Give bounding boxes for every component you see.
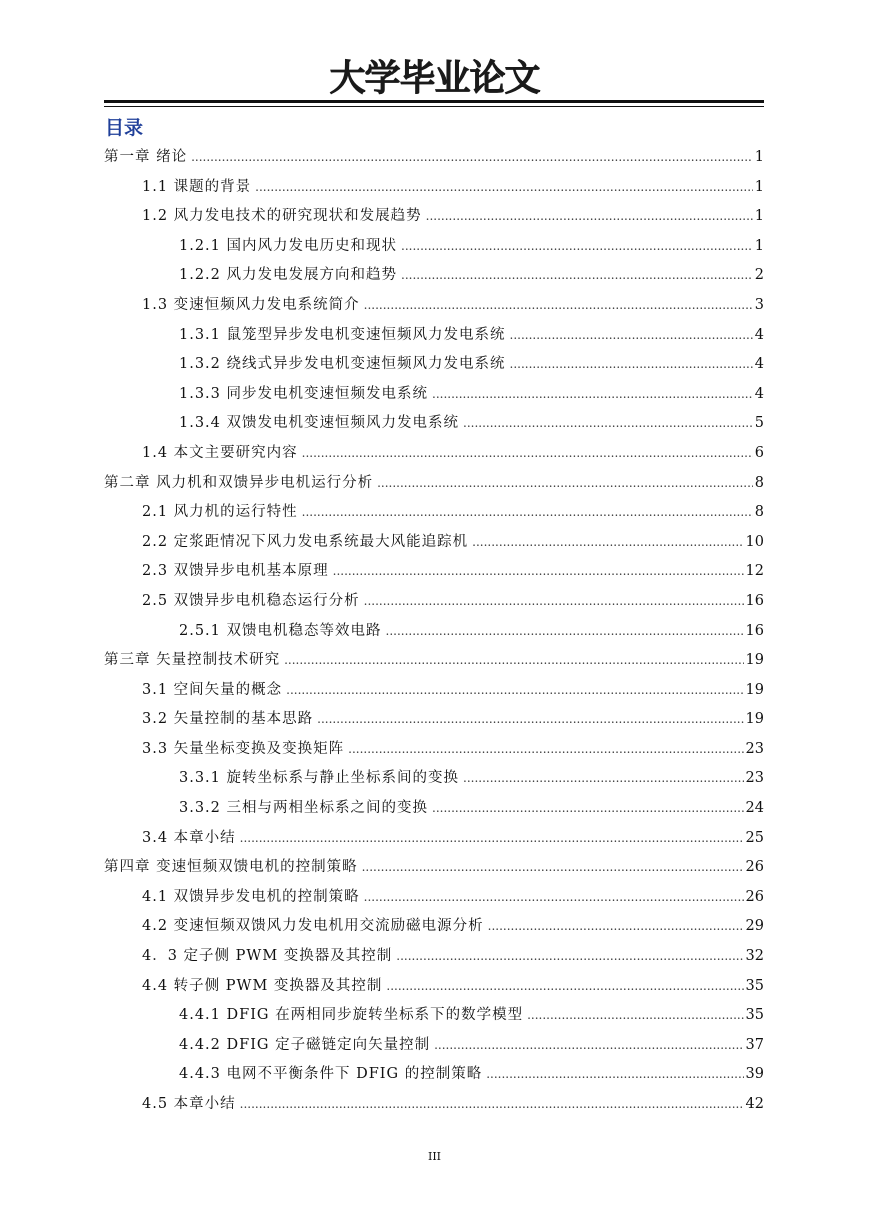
toc-entry-label: 2.3 双馈异步电机基本原理 — [142, 563, 329, 580]
toc-entry-label: 4.4.1 DFIG 在两相同步旋转坐标系下的数学模型 — [179, 1007, 524, 1024]
toc-entry-page: 25 — [745, 829, 764, 846]
toc-entry-page: 16 — [745, 592, 764, 609]
toc-dot-leader — [396, 942, 743, 972]
toc-dot-leader — [472, 528, 743, 558]
toc-entry-page: 2 — [754, 267, 764, 284]
header-rule-thin — [104, 106, 764, 107]
toc-dot-leader — [527, 1001, 743, 1031]
toc-entry-label: 3.1 空间矢量的概念 — [142, 681, 283, 698]
toc-dot-leader — [426, 202, 753, 232]
toc-entry[interactable] — [104, 853, 764, 883]
table-of-contents — [104, 143, 764, 1120]
toc-entry-label: 第一章 绪论 — [104, 149, 188, 165]
toc-entry[interactable] — [104, 557, 764, 587]
toc-entry-label: 4.5 本章小结 — [142, 1096, 236, 1112]
toc-entry-label: 3.3.2 三相与两相坐标系之间的变换 — [179, 800, 429, 817]
toc-entry-label: 1.2.1 国内风力发电历史和现状 — [179, 237, 398, 254]
toc-entry[interactable] — [104, 883, 764, 913]
toc-dot-leader — [386, 617, 744, 647]
toc-entry[interactable] — [104, 794, 764, 824]
toc-entry-page: 19 — [745, 652, 764, 669]
toc-entry[interactable] — [104, 676, 764, 706]
toc-dot-leader — [488, 912, 744, 942]
toc-entry[interactable] — [104, 972, 764, 1002]
toc-entry-label: 2.2 定浆距情况下风力发电系统最大风能追踪机 — [142, 533, 469, 550]
toc-entry-label: 4.4.3 电网不平衡条件下 DFIG 的控制策略 — [179, 1066, 483, 1083]
toc-entry-label: 第四章 变速恒频双馈电机的控制策略 — [104, 859, 358, 876]
toc-entry-page: 39 — [745, 1066, 764, 1083]
toc-entry-page: 42 — [745, 1096, 764, 1112]
toc-dot-leader — [333, 557, 744, 587]
page-number: III — [427, 1150, 442, 1163]
toc-entry[interactable] — [104, 202, 764, 232]
toc-entry-label: 4.4 转子侧 PWM 变换器及其控制 — [142, 977, 383, 994]
toc-dot-leader — [240, 1090, 744, 1120]
toc-entry[interactable] — [104, 764, 764, 794]
toc-entry[interactable] — [104, 735, 764, 765]
toc-dot-leader — [486, 1060, 743, 1090]
toc-dot-leader — [432, 794, 744, 824]
toc-entry[interactable] — [104, 469, 764, 499]
toc-entry-label: 3.3.1 旋转坐标系与静止坐标系间的变换 — [179, 770, 460, 787]
toc-entry-page: 10 — [745, 533, 764, 550]
toc-entry[interactable] — [104, 1090, 764, 1120]
toc-entry-label: 3.3 矢量坐标变换及变换矩阵 — [142, 740, 345, 757]
toc-dot-leader — [434, 1031, 743, 1061]
toc-dot-leader — [302, 498, 753, 528]
toc-entry-page: 3 — [754, 296, 764, 313]
toc-entry-page: 23 — [745, 770, 764, 787]
toc-entry-page: 35 — [745, 977, 764, 994]
toc-dot-leader — [240, 824, 744, 854]
toc-entry-label: 3.2 矢量控制的基本思路 — [142, 711, 314, 728]
toc-entry-label: 1.4 本文主要研究内容 — [142, 444, 298, 461]
toc-entry[interactable] — [104, 439, 764, 469]
toc-entry-page: 5 — [754, 415, 764, 432]
toc-entry-page: 8 — [754, 504, 764, 521]
toc-entry[interactable] — [104, 261, 764, 291]
toc-entry-page: 1 — [754, 178, 764, 195]
toc-entry[interactable] — [104, 1001, 764, 1031]
toc-entry[interactable] — [104, 942, 764, 972]
toc-dot-leader — [255, 173, 753, 203]
toc-dot-leader — [348, 735, 743, 765]
toc-dot-leader — [284, 646, 743, 676]
toc-heading: 目录 — [105, 117, 144, 139]
toc-entry-page: 4 — [754, 385, 764, 402]
toc-entry-label: 2.5.1 双馈电机稳态等效电路 — [179, 622, 382, 639]
toc-entry-page: 26 — [745, 859, 764, 876]
toc-dot-leader — [362, 853, 744, 883]
toc-entry[interactable] — [104, 409, 764, 439]
toc-entry[interactable] — [104, 350, 764, 380]
toc-entry-page: 32 — [745, 948, 764, 965]
toc-entry-page: 29 — [745, 918, 764, 935]
toc-entry-label: 1.3.3 同步发电机变速恒频发电系统 — [179, 385, 429, 402]
toc-entry-label: 4.4.2 DFIG 定子磁链定向矢量控制 — [179, 1036, 431, 1053]
toc-entry-page: 19 — [745, 681, 764, 698]
toc-dot-leader — [463, 764, 744, 794]
toc-entry[interactable] — [104, 646, 764, 676]
toc-dot-leader — [377, 469, 753, 499]
header-rule-thick — [104, 100, 764, 103]
toc-entry-page: 19 — [745, 711, 764, 728]
toc-entry[interactable] — [104, 498, 764, 528]
toc-entry[interactable] — [104, 1031, 764, 1061]
toc-entry-label: 4．3 定子侧 PWM 变换器及其控制 — [142, 948, 393, 965]
toc-dot-leader — [401, 261, 753, 291]
toc-entry-label: 第二章 风力机和双馈异步电机运行分析 — [104, 474, 374, 491]
toc-dot-leader — [364, 291, 753, 321]
toc-entry[interactable] — [104, 705, 764, 735]
toc-entry-label: 4.1 双馈异步发电机的控制策略 — [142, 888, 360, 905]
toc-entry-label: 4.2 变速恒频双馈风力发电机用交流励磁电源分析 — [142, 918, 484, 935]
toc-entry[interactable] — [104, 291, 764, 321]
toc-entry[interactable] — [104, 1060, 764, 1090]
toc-entry[interactable] — [104, 380, 764, 410]
toc-entry-page: 8 — [754, 474, 764, 491]
toc-entry-label: 2.5 双馈异步电机稳态运行分析 — [142, 592, 360, 609]
toc-entry[interactable] — [104, 528, 764, 558]
toc-entry[interactable] — [104, 321, 764, 351]
toc-entry-page: 37 — [745, 1036, 764, 1053]
toc-dot-leader — [510, 350, 753, 380]
toc-dot-leader — [317, 705, 743, 735]
toc-entry-page: 12 — [745, 563, 764, 580]
toc-entry-page: 4 — [754, 356, 764, 373]
toc-entry-label: 1.1 课题的背景 — [142, 178, 252, 195]
toc-entry-page: 6 — [754, 444, 764, 461]
toc-dot-leader — [401, 232, 753, 262]
toc-dot-leader — [463, 409, 753, 439]
toc-entry-label: 1.3.4 双馈发电机变速恒频风力发电系统 — [179, 415, 460, 432]
toc-entry-label: 1.3.2 绕线式异步发电机变速恒频风力发电系统 — [179, 356, 506, 373]
toc-entry-page: 23 — [745, 740, 764, 757]
toc-entry-page: 35 — [745, 1007, 764, 1024]
toc-entry-page: 16 — [745, 622, 764, 639]
toc-dot-leader — [302, 439, 753, 469]
toc-dot-leader — [510, 321, 753, 351]
toc-entry-label: 1.2.2 风力发电发展方向和趋势 — [179, 267, 398, 284]
toc-entry[interactable] — [104, 824, 764, 854]
toc-entry-page: 26 — [745, 888, 764, 905]
toc-entry-page: 24 — [745, 800, 764, 817]
toc-dot-leader — [286, 676, 743, 706]
toc-entry-label: 1.2 风力发电技术的研究现状和发展趋势 — [142, 208, 422, 225]
toc-dot-leader — [432, 380, 753, 410]
toc-entry[interactable] — [104, 143, 764, 173]
toc-entry[interactable] — [104, 912, 764, 942]
toc-entry-label: 第三章 矢量控制技术研究 — [104, 652, 281, 669]
toc-entry[interactable] — [104, 232, 764, 262]
toc-entry-page: 4 — [754, 326, 764, 343]
toc-entry[interactable] — [104, 587, 764, 617]
toc-entry-label: 1.3.1 鼠笼型异步发电机变速恒频风力发电系统 — [179, 326, 506, 343]
toc-dot-leader — [364, 587, 744, 617]
toc-entry-label: 1.3 变速恒频风力发电系统简介 — [142, 296, 360, 313]
toc-dot-leader — [364, 883, 744, 913]
toc-dot-leader — [191, 143, 753, 173]
toc-entry-label: 2.1 风力机的运行特性 — [142, 504, 298, 521]
toc-entry-page: 1 — [754, 208, 764, 225]
toc-entry-label: 3.4 本章小结 — [142, 829, 236, 846]
toc-entry[interactable] — [104, 173, 764, 203]
toc-entry[interactable] — [104, 617, 764, 647]
page-header-title: 大学毕业论文 — [329, 58, 540, 99]
toc-entry-page: 1 — [754, 237, 764, 254]
toc-dot-leader — [386, 972, 743, 1002]
toc-entry-page: 1 — [754, 149, 764, 165]
